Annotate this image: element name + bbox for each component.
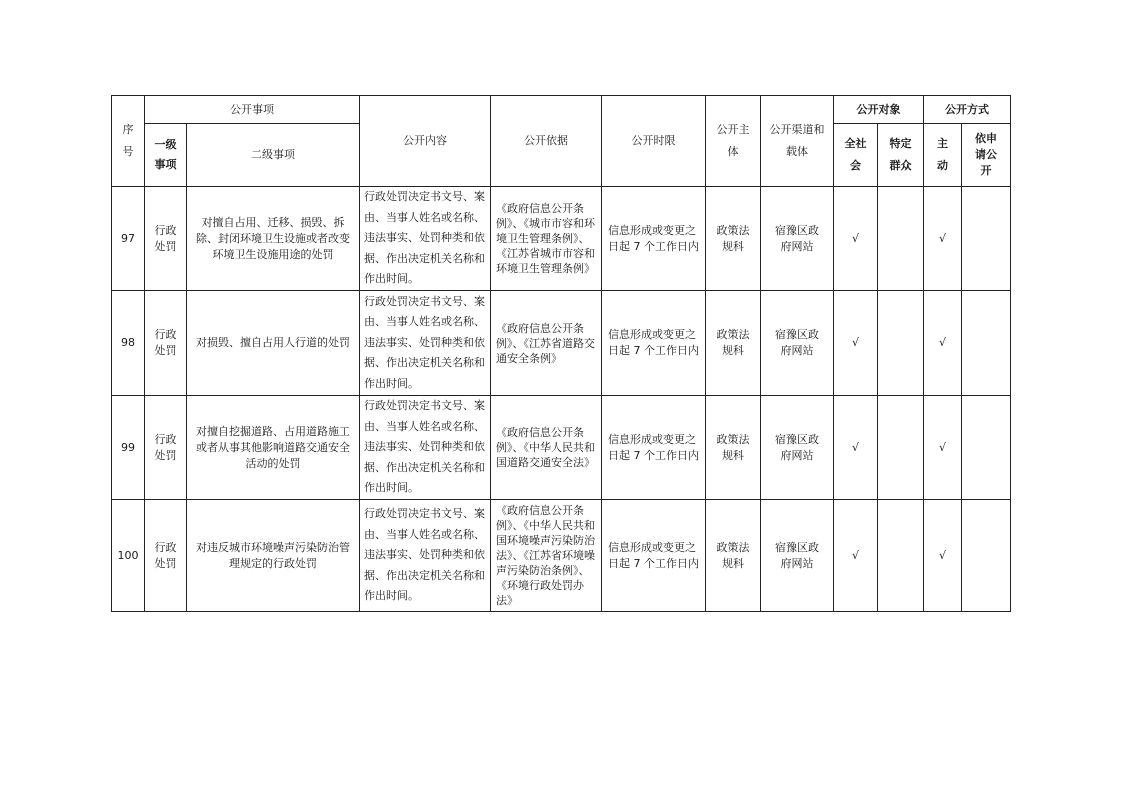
row-level1: 行政处罚 xyxy=(145,396,187,500)
row-channel: 宿豫区政府网站 xyxy=(761,396,834,500)
row-audience-all: √ xyxy=(834,396,878,500)
header-level1: 一级事项 xyxy=(145,124,187,187)
table-row xyxy=(112,187,1011,291)
row-subject: 政策法规科 xyxy=(706,291,761,396)
row-audience-all: √ xyxy=(834,187,878,291)
row-seq: 98 xyxy=(112,291,145,396)
row-method-on-request xyxy=(962,291,1011,396)
row-seq: 100 xyxy=(112,500,145,612)
table-row xyxy=(112,291,1011,396)
row-channel: 宿豫区政府网站 xyxy=(761,187,834,291)
row-method-active: √ xyxy=(924,291,962,396)
header-audience: 公开对象 xyxy=(834,96,924,124)
row-audience-specific xyxy=(878,291,924,396)
header-seq: 序号 xyxy=(112,96,145,187)
row-level1: 行政处罚 xyxy=(145,500,187,612)
row-time-limit: 信息形成或变更之日起 7 个工作日内 xyxy=(602,187,706,291)
header-method-on-request: 依申请公开 xyxy=(962,124,1011,187)
row-method-on-request xyxy=(962,396,1011,500)
header-method-active: 主动 xyxy=(924,124,962,187)
row-content: 行政处罚决定书文号、案由、当事人姓名或名称、违法事实、处罚种类和依据、作出决定机关名称和作出时间。 xyxy=(360,187,491,291)
row-basis: 《政府信息公开条例》、《中华人民共和国环境噪声污染防治法》、《江苏省环境噪声污染防治条例》、《环境行政处罚办法》 xyxy=(491,500,602,612)
row-seq: 97 xyxy=(112,187,145,291)
row-method-active: √ xyxy=(924,187,962,291)
row-method-active: √ xyxy=(924,396,962,500)
table-row xyxy=(112,500,1011,612)
row-subject: 政策法规科 xyxy=(706,396,761,500)
row-level1: 行政处罚 xyxy=(145,187,187,291)
header-basis: 公开依据 xyxy=(491,96,602,187)
header-content: 公开内容 xyxy=(360,96,491,187)
row-channel: 宿豫区政府网站 xyxy=(761,500,834,612)
row-method-active: √ xyxy=(924,500,962,612)
row-basis: 《政府信息公开条例》、《中华人民共和国道路交通安全法》 xyxy=(491,396,602,500)
row-subject: 政策法规科 xyxy=(706,500,761,612)
row-content: 行政处罚决定书文号、案由、当事人姓名或名称、违法事实、处罚种类和依据、作出决定机关名称和作出时间。 xyxy=(360,291,491,396)
row-basis: 《政府信息公开条例》、《城市市容和环境卫生管理条例》、《江苏省城市市容和环境卫生管理条例》 xyxy=(491,187,602,291)
row-method-on-request xyxy=(962,500,1011,612)
row-audience-specific xyxy=(878,500,924,612)
header-subject: 公开主体 xyxy=(706,96,761,187)
row-audience-specific xyxy=(878,396,924,500)
row-basis: 《政府信息公开条例》、《江苏省道路交通安全条例》 xyxy=(491,291,602,396)
row-audience-specific xyxy=(878,187,924,291)
row-level2: 对擅自占用、迁移、损毁、拆除、封闭环境卫生设施或者改变环境卫生设施用途的处罚 xyxy=(187,187,360,291)
row-seq: 99 xyxy=(112,396,145,500)
disclosure-table xyxy=(111,95,1011,612)
row-level2: 对擅自挖掘道路、占用道路施工或者从事其他影响道路交通安全活动的处罚 xyxy=(187,396,360,500)
header-row-1 xyxy=(112,96,1011,124)
row-level1: 行政处罚 xyxy=(145,291,187,396)
row-time-limit: 信息形成或变更之日起 7 个工作日内 xyxy=(602,291,706,396)
row-content: 行政处罚决定书文号、案由、当事人姓名或名称、违法事实、处罚种类和依据、作出决定机关名称和作出时间。 xyxy=(360,396,491,500)
row-channel: 宿豫区政府网站 xyxy=(761,291,834,396)
row-time-limit: 信息形成或变更之日起 7 个工作日内 xyxy=(602,500,706,612)
header-method: 公开方式 xyxy=(924,96,1011,124)
row-audience-all: √ xyxy=(834,500,878,612)
row-method-on-request xyxy=(962,187,1011,291)
table-row xyxy=(112,396,1011,500)
row-content: 行政处罚决定书文号、案由、当事人姓名或名称、违法事实、处罚种类和依据、作出决定机关名称和作出时间。 xyxy=(360,500,491,612)
row-level2: 对损毁、擅自占用人行道的处罚 xyxy=(187,291,360,396)
row-time-limit: 信息形成或变更之日起 7 个工作日内 xyxy=(602,396,706,500)
header-audience-specific: 特定群众 xyxy=(878,124,924,187)
row-audience-all: √ xyxy=(834,291,878,396)
row-level2: 对违反城市环境噪声污染防治管理规定的行政处罚 xyxy=(187,500,360,612)
header-item: 公开事项 xyxy=(145,96,360,124)
header-audience-all: 全社会 xyxy=(834,124,878,187)
header-channel: 公开渠道和载体 xyxy=(761,96,834,187)
header-time-limit: 公开时限 xyxy=(602,96,706,187)
row-subject: 政策法规科 xyxy=(706,187,761,291)
header-level2: 二级事项 xyxy=(187,124,360,187)
